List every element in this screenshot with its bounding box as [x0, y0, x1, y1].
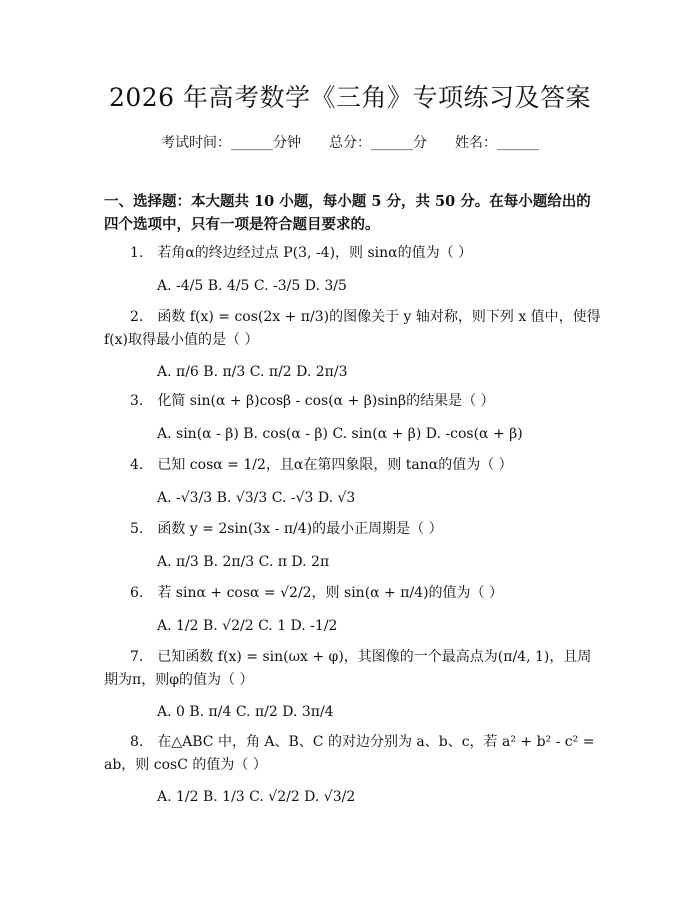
question-3-options: A. sin(α - β) B. cos(α - β) C. sin(α + β) D. -cos(α + β) [157, 426, 523, 442]
page-title: 2026 年高考数学《三角》专项练习及答案 [108, 83, 592, 112]
question-4-options: A. -√3/3 B. √3/3 C. -√3 D. √3 [157, 490, 356, 506]
exam-meta [0, 132, 700, 152]
question-6: 6. 若 sinα + cosα = √2/2，则 sin(α + π/4)的值为（ ） [130, 585, 503, 601]
question-5: 5. 函数 y = 2sin(3x - π/4)的最小正周期是（ ） [130, 521, 443, 537]
question-1-options: A. -4/5 B. 4/5 C. -3/5 D. 3/5 [157, 278, 347, 294]
question-7: 7. 已知函数 f(x) = sin(ωx + φ)，其图像的一个最高点为(π/4, 1)，且周期为π，则φ的值为（ ） [104, 649, 592, 688]
exam-time-field: 考试时间：______分钟 [161, 135, 301, 151]
question-3: 3. 化简 sin(α + β)cosβ - cos(α + β)sinβ的结果是（ ） [130, 393, 495, 409]
question-1: 1. 若角α的终边经过点 P(3, -4)，则 sinα的值为（ ） [130, 245, 473, 261]
question-2: 2. 函数 f(x) = cos(2x + π/3)的图像关于 y 轴对称，则下列 x 值中，使得 f(x)取得最小值的是（ ） [104, 309, 601, 348]
section-heading: 一、选择题：本大题共 10 小题，每小题 5 分，共 50 分。在每小题给出的四个选项中，只有一项是符合题目要求的。 [104, 193, 591, 233]
question-8-options: A. 1/2 B. 1/3 C. √2/2 D. √3/2 [157, 789, 356, 805]
question-2-options: A. π/6 B. π/3 C. π/2 D. 2π/3 [157, 364, 348, 380]
question-4: 4. 已知 cosα = 1/2，且α在第四象限，则 tanα的值为（ ） [130, 457, 513, 473]
question-8: 8. 在△ABC 中，角 A、B、C 的对边分别为 a、b、c，若 a² + b² - c² = ab，则 cosC 的值为（ ） [104, 734, 595, 773]
question-5-options: A. π/3 B. 2π/3 C. π D. 2π [157, 554, 330, 570]
question-6-options: A. 1/2 B. √2/2 C. 1 D. -1/2 [157, 618, 338, 634]
question-7-options: A. 0 B. π/4 C. π/2 D. 3π/4 [157, 704, 334, 720]
student-name-field: 姓名：______ [455, 135, 539, 151]
total-score-field: 总分：______分 [329, 135, 427, 151]
